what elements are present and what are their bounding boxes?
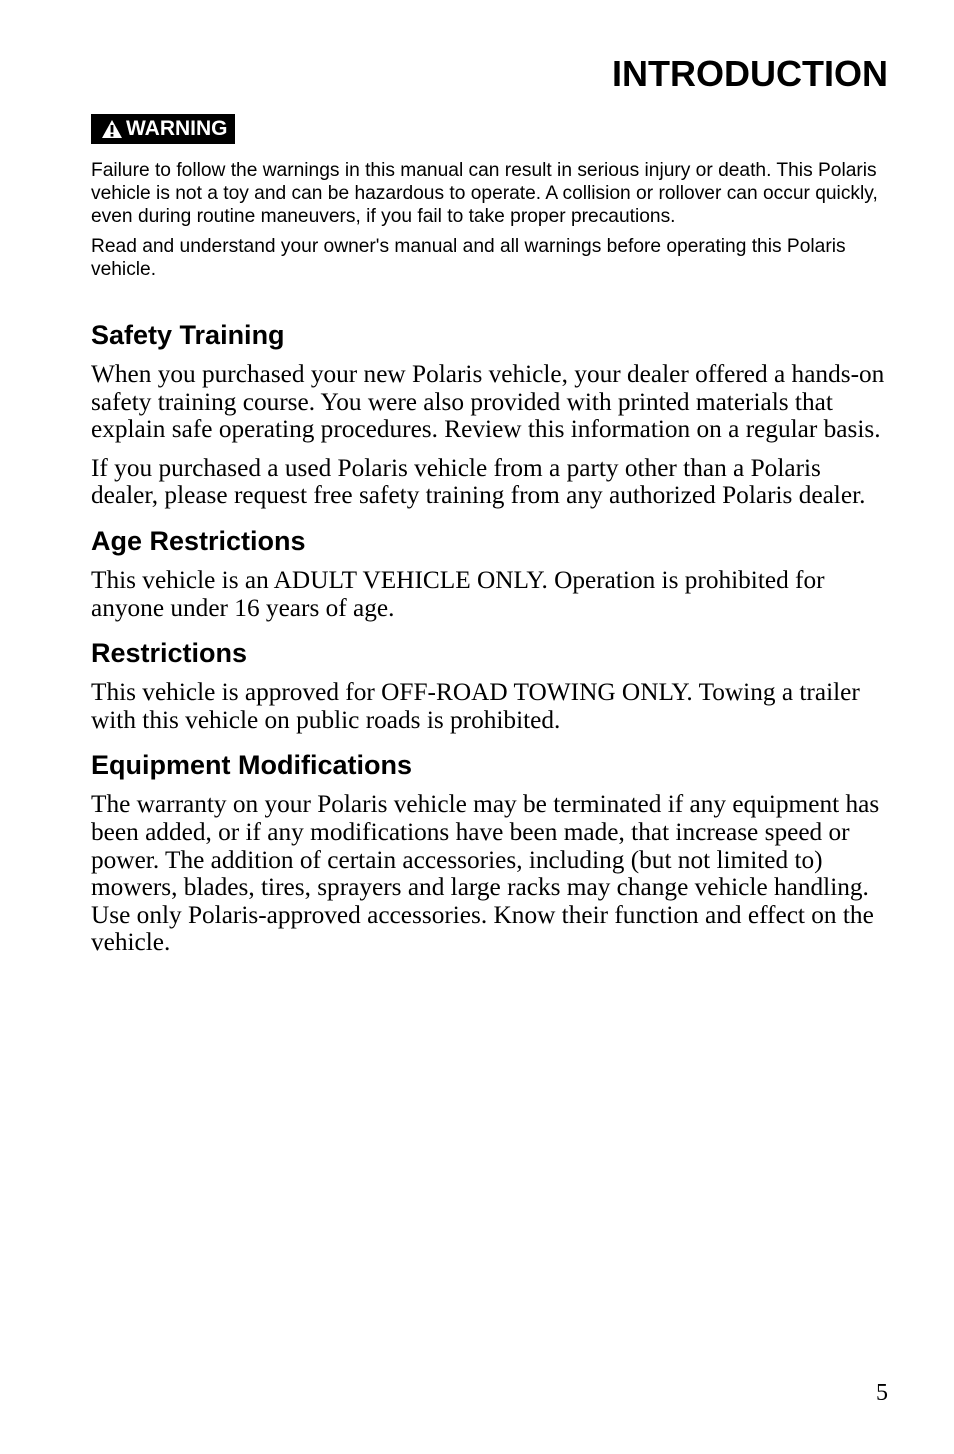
- warning-text: Failure to follow the warnings in this manual can result in serious injury or death. This Polaris vehicle is not a toy and can be hazardous to operate. A collision or rollover can occur quickly, even during routine maneuvers, if you fail to take proper precautions.: [91, 160, 878, 227]
- body-paragraph: This vehicle is approved for OFF-ROAD TOWING ONLY. Towing a trailer with this vehicle on public roads is prohibited.: [91, 678, 860, 734]
- body-paragraph: If you purchased a used Polaris vehicle from a party other than a Polaris dealer, please request free safety training from any authorized Polaris dealer.: [91, 453, 866, 510]
- section-heading: Restrictions: [91, 638, 248, 669]
- section-age-restrictions: [91, 525, 887, 622]
- warning-badge: [91, 114, 235, 144]
- page-number: 5: [876, 1380, 888, 1406]
- page-title: INTRODUCTION: [612, 53, 888, 94]
- section-safety-training: [91, 319, 887, 510]
- section-restrictions: [91, 637, 887, 734]
- warning-badge-label: WARNING: [126, 117, 228, 140]
- section-equipment-modifications: [91, 749, 887, 957]
- body-paragraph: The warranty on your Polaris vehicle may be terminated if any equipment has been added, or if any modifications have been made, that increase speed or power. The addition of certain accessories, including (but not limited to) mowers, blades, tires, sprayers and large racks may change vehicle handling. Use only Polaris-approved accessories. Know their function and effect on the vehicle.: [91, 790, 880, 957]
- body-paragraph: When you purchased your new Polaris vehicle, your dealer offered a hands-on safety training course. You were also provided with printed materials that explain safe operating procedures. Review this information on a regular basis.: [91, 360, 885, 444]
- section-heading: Equipment Modifications: [91, 750, 412, 781]
- warning-text: Read and understand your owner's manual and all warnings before operating this Polaris vehicle.: [91, 236, 846, 280]
- warning-block: [91, 114, 887, 281]
- section-heading: Age Restrictions: [91, 525, 306, 556]
- warning-triangle-icon: [101, 119, 123, 139]
- section-heading: Safety Training: [91, 320, 285, 350]
- body-paragraph: This vehicle is an ADULT VEHICLE ONLY. Operation is prohibited for anyone under 16 years of age.: [91, 565, 825, 622]
- page-content: [91, 114, 887, 957]
